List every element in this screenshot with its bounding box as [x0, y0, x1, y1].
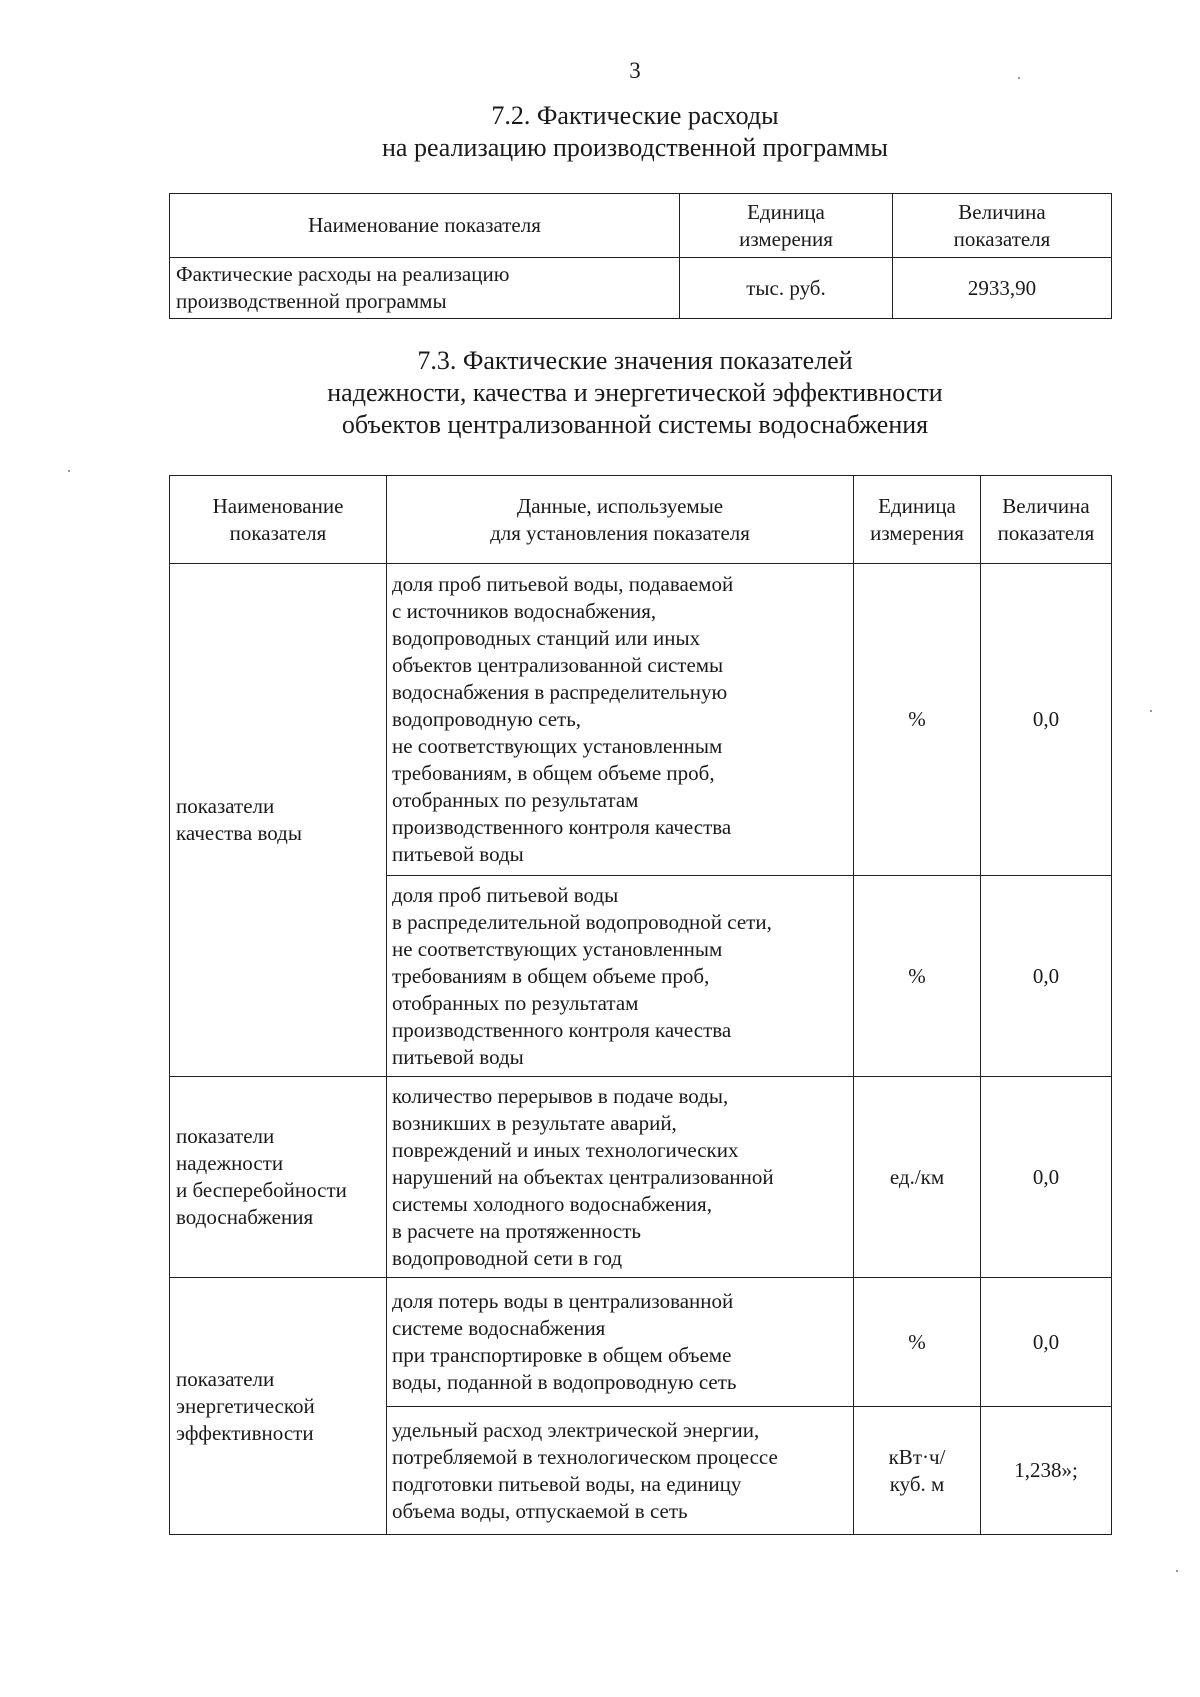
- cell-data-used: [387, 1278, 854, 1407]
- header-value-line: показателя: [953, 226, 1051, 251]
- cell-value: 0,0: [981, 876, 1112, 1077]
- cell-line: производственного контроля качества: [392, 1017, 732, 1042]
- cell-line: водопроводной сети в год: [392, 1245, 623, 1270]
- cell-line: подготовки питьевой воды, на единицу: [392, 1471, 742, 1496]
- cell-line: удельный расход электрической энергии,: [392, 1417, 760, 1442]
- cell-line: производственной программы: [176, 289, 447, 313]
- cell-line: доля проб питьевой воды: [392, 882, 619, 907]
- header-line: Единица: [878, 493, 956, 518]
- cell-value: 2933,90: [893, 258, 1112, 319]
- header-value: [893, 194, 1112, 258]
- cell-line: отобранных по результатам: [392, 788, 639, 812]
- header-line: Наименование: [212, 493, 344, 518]
- cell-line: в расчете на протяженность: [392, 1218, 641, 1243]
- heading-line: объектов централизованной системы водоснабжения: [341, 410, 929, 439]
- header-line: измерения: [870, 520, 964, 545]
- cell-line: эффективности: [176, 1420, 314, 1445]
- scan-speck: [68, 470, 70, 472]
- cell-line: и бесперебойности: [176, 1178, 347, 1202]
- table-row: [170, 1278, 1112, 1407]
- cell-line: надежности: [176, 1151, 284, 1175]
- cell-line: объектов централизованной системы: [392, 653, 724, 677]
- cell-line: кВт·ч/: [888, 1444, 946, 1469]
- cell-data-used: [387, 1077, 854, 1278]
- heading-line: надежности, качества и энергетической эффективности: [327, 378, 943, 407]
- cell-line: воды, поданной в водопроводную сеть: [392, 1370, 737, 1394]
- cell-group-name-energy-efficiency: [170, 1278, 387, 1535]
- cell-unit: %: [854, 564, 981, 876]
- cell-line: требованиям, в общем объеме проб,: [392, 761, 715, 785]
- cell-group-name-water-quality: [170, 564, 387, 1077]
- cell-unit: %: [854, 1278, 981, 1407]
- cell-line: в распределительной водопроводной сети,: [392, 909, 772, 934]
- cell-line: объема воды, отпускаемой в сеть: [392, 1498, 688, 1523]
- cell-line: качества воды: [176, 821, 302, 845]
- cell-line: питьевой воды: [392, 1044, 524, 1069]
- table-row: [170, 564, 1112, 876]
- cell-line: системе водоснабжения: [392, 1316, 606, 1340]
- header-unit-line: Единица: [747, 199, 825, 224]
- scan-speck: [1150, 710, 1152, 712]
- cell-line: показатели: [176, 1124, 275, 1148]
- cell-line: Фактические расходы на реализацию: [176, 262, 510, 286]
- cell-line: водопроводных станций или иных: [392, 626, 701, 650]
- cell-value: 1,238»;: [981, 1407, 1112, 1535]
- header-value: [981, 476, 1112, 564]
- header-data-used: [387, 476, 854, 564]
- cell-line: количество перерывов в подаче воды,: [392, 1083, 729, 1108]
- cell-value: 0,0: [981, 564, 1112, 876]
- cell-line: не соответствующих установленным: [392, 734, 723, 758]
- header-line: показателя: [229, 520, 327, 545]
- header-line: Величина: [1002, 493, 1090, 518]
- cell-line: питьевой воды: [392, 842, 524, 866]
- cell-data-used: [387, 876, 854, 1077]
- cell-line: отобранных по результатам: [392, 990, 639, 1015]
- cell-line: нарушений на объектах централизованной: [392, 1164, 774, 1189]
- heading-line: 7.3. Фактические значения показателей: [417, 346, 853, 375]
- table-header-row: [170, 476, 1112, 564]
- table-header-row: [170, 194, 1112, 258]
- header-unit: [854, 476, 981, 564]
- cell-unit: [854, 1407, 981, 1535]
- section-heading-costs: [0, 100, 1200, 164]
- header-value-line: Величина: [958, 199, 1046, 224]
- cell-line: водопроводную сеть,: [392, 707, 582, 731]
- cell-line: энергетической: [176, 1393, 315, 1418]
- cell-line: с источников водоснабжения,: [392, 599, 657, 623]
- cell-line: доля потерь воды в централизованной: [392, 1289, 734, 1313]
- cell-unit: тыс. руб.: [680, 258, 893, 319]
- cell-line: повреждений и иных технологических: [392, 1137, 739, 1162]
- cell-group-name-reliability: [170, 1077, 387, 1278]
- cell-line: системы холодного водоснабжения,: [392, 1191, 712, 1216]
- header-line: для установления показателя: [490, 520, 750, 545]
- header-line: показателя: [997, 520, 1095, 545]
- cell-line: при транспортировке в общем объеме: [392, 1343, 732, 1367]
- table-row: [170, 1077, 1112, 1278]
- cell-line: производственного контроля качества: [392, 815, 732, 839]
- cell-value: 0,0: [981, 1077, 1112, 1278]
- heading-line: на реализацию производственной программы: [381, 133, 888, 162]
- header-indicator-name: [170, 476, 387, 564]
- cell-line: возникших в результате аварий,: [392, 1110, 677, 1135]
- cell-line: потребляемой в технологическом процессе: [392, 1444, 778, 1469]
- indicators-table: [169, 475, 1112, 1535]
- cell-line: показатели: [176, 1366, 275, 1391]
- section-heading-indicators: [0, 345, 1200, 441]
- cell-unit: ед./км: [854, 1077, 981, 1278]
- cell-line: водоснабжения в распределительную: [392, 680, 728, 704]
- header-unit: [680, 194, 893, 258]
- table-row: [170, 258, 1112, 319]
- cell-line: водоснабжения: [176, 1205, 314, 1229]
- cell-line: не соответствующих установленным: [392, 936, 723, 961]
- header-indicator-name: Наименование показателя: [170, 194, 680, 258]
- scan-speck: [1018, 77, 1020, 79]
- scan-speck: [1176, 1570, 1178, 1572]
- cell-data-used: [387, 564, 854, 876]
- cell-value: 0,0: [981, 1278, 1112, 1407]
- cell-unit: %: [854, 876, 981, 1077]
- cell-line: требованиям в общем объеме проб,: [392, 963, 710, 988]
- page-number: 3: [629, 58, 641, 83]
- header-line: Данные, используемые: [516, 493, 724, 518]
- costs-table: [169, 193, 1112, 319]
- cell-data-used: [387, 1407, 854, 1535]
- cell-line: доля проб питьевой воды, подаваемой: [392, 572, 734, 596]
- cell-line: куб. м: [889, 1471, 945, 1496]
- cell-indicator-name: [170, 258, 680, 319]
- header-unit-line: измерения: [739, 226, 833, 251]
- cell-line: показатели: [176, 794, 275, 818]
- heading-line: 7.2. Фактические расходы: [491, 101, 779, 130]
